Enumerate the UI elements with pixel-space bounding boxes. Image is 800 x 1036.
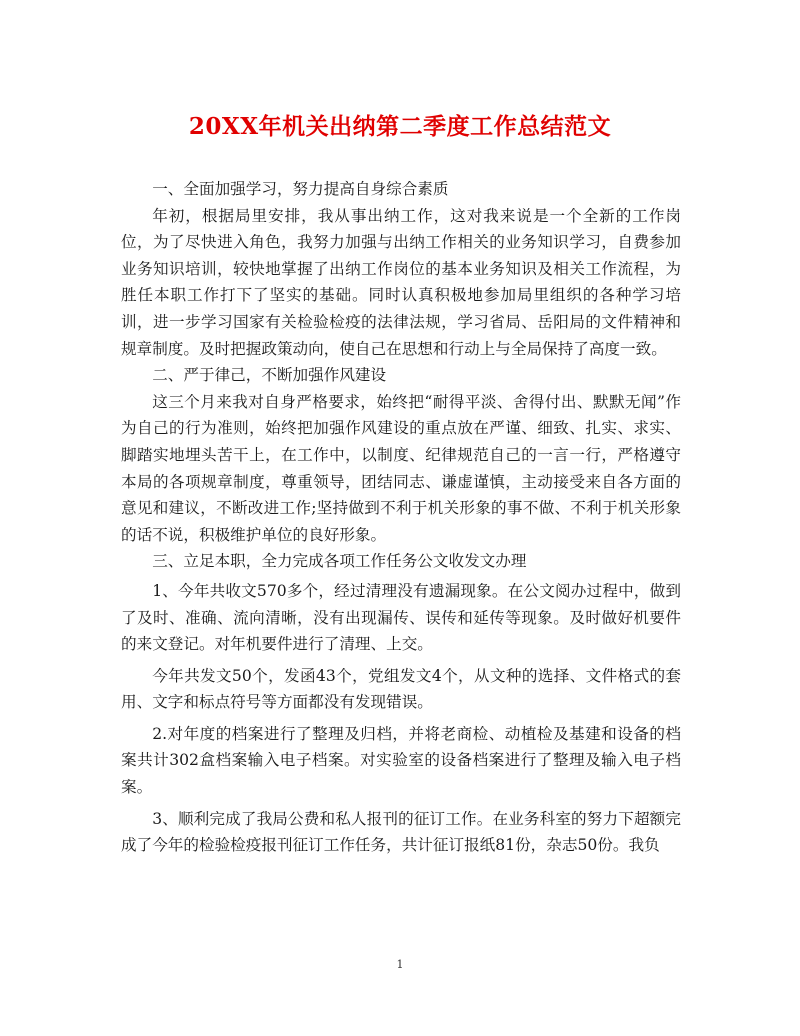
page-number: 1 bbox=[396, 958, 404, 971]
paragraph: 1、今年共收文570多个，经过清理没有遗漏现象。在公文阅办过程中，做到了及时、准确、流向清晰，没有出现漏传、误传和延传等现象。及时做好机要件的来文登记。对年机要件进行了清理、上交。 bbox=[121, 581, 681, 654]
document-title: 20XX年机关出纳第二季度工作总结范文 bbox=[188, 113, 612, 140]
paragraph: 这三个月来我对自身严格要求，始终把“耐得平淡、舍得付出、默默无闻”作为自己的行为准则，始终把加强作风建设的重点放在严谨、细致、扎实、求实、脚踏实地埋头苦干上，在工作中，以制度、纪律规范自己的一言一行，严格遵守本局的各项规章制度，尊重领导，团结同志、谦虚谨慎，主动接受来自各方面的意见和建议，不断改进工作;坚持做到不利于机关形象的事不做、不利于机关形象的话不说，积极维护单位的良好形象。 bbox=[121, 392, 681, 544]
paragraph: 年初，根据局里安排，我从事出纳工作，这对我来说是一个全新的工作岗位，为了尽快进入角色，我努力加强与出纳工作相关的业务知识学习，自费参加业务知识培训，较快地掌握了出纳工作岗位的基本业务知识及相关工作流程，为胜任本职工作打下了坚实的基础。同时认真积极地参加局里组织的各种学习培训，进一步学习国家有关检验检疫的法律法规，学习省局、岳阳局的文件精神和规章制度。及时把握政策动向，使自己在思想和行动上与全局保持了高度一致。 bbox=[121, 206, 681, 358]
paragraph: 今年共发文50个，发函43个，党组发文4个，从文种的选择、文件格式的套用、文字和标点符号等方面都没有发现错误。 bbox=[121, 666, 681, 712]
section-heading-3: 三、立足本职，全力完成各项工作任务公文收发文办理 bbox=[152, 552, 527, 571]
document-body bbox=[121, 176, 681, 859]
section-heading-2: 二、严于律己，不断加强作风建设 bbox=[152, 366, 387, 385]
section-heading-1: 一、全面加强学习，努力提高自身综合素质 bbox=[152, 180, 449, 198]
paragraph: 2.对年度的档案进行了整理及归档，并将老商检、动植检及基建和设备的档案共计302盒档案输入电子档案。对实验室的设备档案进行了整理及输入电子档案。 bbox=[121, 724, 681, 797]
paragraph: 3、顺利完成了我局公费和私人报刊的征订工作。在业务科室的努力下超额完成了今年的检验检疫报刊征订工作任务，共计征订报纸81份，杂志50份。我负 bbox=[121, 809, 681, 855]
